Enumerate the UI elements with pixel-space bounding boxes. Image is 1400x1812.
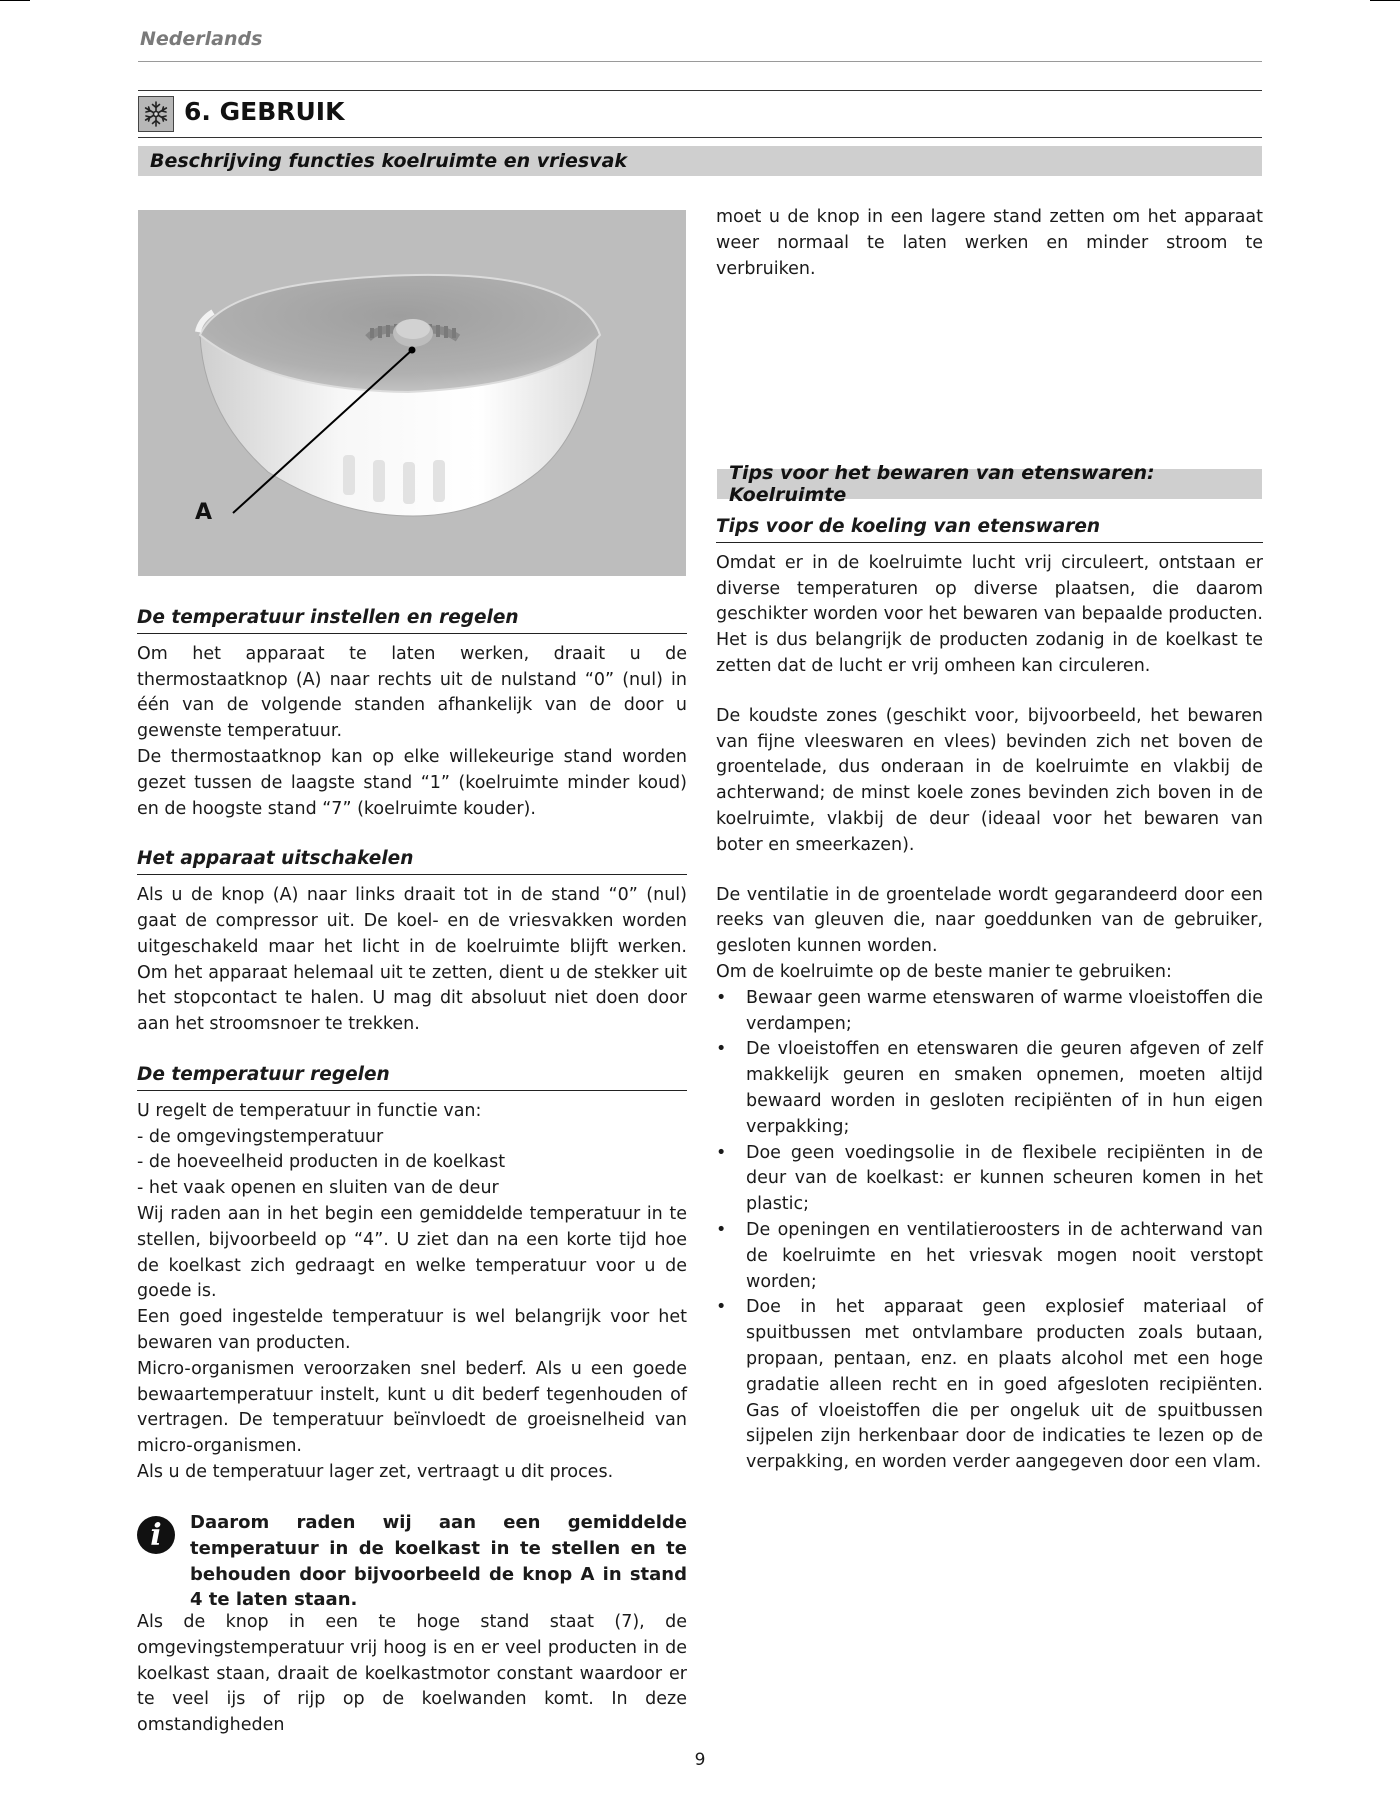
- heading-temp-regulate: De temperatuur regelen: [137, 1062, 687, 1091]
- paragraph: Als de knop in een te hoge stand staat (7), de omgevingstemperatuur vrij hoog is en er veel producten in de koelkast staan, draait de koelkastmotor constant waardoor er te veel ijs of rijp op de koelwanden komt. In deze omstandigheden: [137, 1612, 687, 1736]
- info-note-text: Daarom raden wij aan een gemiddelde temperatuur in de koelkast in te stellen en te behouden door bijvoorbeeld de knop A in stand 4 te laten staan.: [190, 1512, 687, 1611]
- section-title: 6. GEBRUIK: [184, 97, 345, 126]
- paragraph: Micro-organismen veroorzaken snel bederf. Als u een goede bewaartemperatuur instelt, kunt u dit bederf tegenhouden of vertragen. De temperatuur beïnvloedt de groeisnelheid van micro-organismen.: [137, 1358, 687, 1457]
- list-item: - de omgevingstemperatuur: [137, 1126, 384, 1147]
- info-note: [137, 1510, 687, 1613]
- paragraph: Wij raden aan in het begin een gemiddelde temperatuur in te stellen, bijvoorbeeld op “4”. U ziet dan na een korte tijd hoe de koelkast zich gedraagt en welke temperatuur voor u de goede is.: [137, 1203, 687, 1302]
- paragraph: De ventilatie in de groentelade wordt gegarandeerd door een reeks van gleuven die, naar goeddunken van de gebruiker, gesloten kunnen worden.: [716, 884, 1263, 957]
- language-label: Nederlands: [140, 28, 263, 50]
- list-item: • Doe in het apparaat geen explosief materiaal of spuitbussen met ontvlambare producten zoals butaan, propaan, pentaan, enz. en plaats alcohol met een hoge gradatie alleen recht en in goed afgesloten recipiënten. Gas of vloeistoffen die per ongeluk uit de spuitbussen sijpelen zijn herkenbaar door de indicaties te lezen op de verpakking, en worden verder aangegeven door een vlam.: [716, 1295, 1263, 1476]
- subsection-bar-storage-tips: Tips voor het bewaren van etenswaren: Koelruimte: [717, 469, 1262, 499]
- paragraph: Als u de knop (A) naar links draait tot in de stand “0” (nul) gaat de compressor uit. De koel- en de vriesvakken worden uitgeschakeld maar het licht in de koelruimte blijft werken. Om het apparaat helemaal uit te zetten, dient u de stekker uit het stopcontact te halen. U mag dit absoluut niet doen door aan het stroomsnoer te trekken.: [137, 885, 687, 1035]
- left-column-end: [137, 1610, 687, 1739]
- thermostat-illustration: [138, 210, 686, 576]
- paragraph: Om de koelruimte op de beste manier te gebruiken:: [716, 961, 1172, 982]
- paragraph: Omdat er in de koelruimte lucht vrij circuleert, ontstaan er diverse temperaturen op diverse plaatsen, die daarom geschikter worden voor het bewaren van bepaalde producten. Het is dus belangrijk de producten zodanig in de koelkast te zetten dat de lucht er vrij omheen kan circuleren.: [716, 552, 1263, 676]
- crop-mark-left: [0, 0, 30, 1]
- list-item: • De openingen en ventilatieroosters in de achterwand van de koelruimte en het vriesvak mogen nooit verstopt worden;: [716, 1218, 1263, 1295]
- subsection-bar-functions: Beschrijving functies koelruimte en vriesvak: [138, 146, 1262, 176]
- right-column-top: [716, 205, 1263, 282]
- heading-switch-off: Het apparaat uitschakelen: [137, 846, 687, 875]
- thermostat-figure: [138, 210, 686, 576]
- paragraph: U regelt de temperatuur in functie van:: [137, 1100, 482, 1121]
- figure-label-a: A: [195, 500, 213, 525]
- paragraph: moet u de knop in een lagere stand zetten om het apparaat weer normaal te laten werken en minder stroom te verbruiken.: [716, 207, 1263, 279]
- paragraph: De thermostaatknop kan op elke willekeurige stand worden gezet tussen de laagste stand “1” (koelruimte minder koud) en de hoogste stand “7” (koelruimte kouder).: [137, 746, 687, 819]
- crop-mark-right: [1370, 0, 1400, 1]
- heading-temp-set: De temperatuur instellen en regelen: [137, 605, 687, 634]
- right-column: [716, 514, 1263, 1476]
- list-item: - de hoeveelheid producten in de koelkast: [137, 1152, 506, 1173]
- list-item: - het vaak openen en sluiten van de deur: [137, 1178, 499, 1199]
- section-rule-bottom: [138, 137, 1262, 138]
- list-item: • Doe geen voedingsolie in de flexibele recipiënten in de deur van de koelkast: er kunnen scheuren komen in het plastic;: [716, 1141, 1263, 1218]
- snowflake-icon: [138, 96, 174, 132]
- list-item: • De vloeistoffen en etenswaren die geuren afgeven of zelf makkelijk geuren en smaken opnemen, moeten altijd bewaard worden in gesloten recipiënten of in hun eigen verpakking;: [716, 1037, 1263, 1140]
- header-rule: [138, 61, 1262, 62]
- info-icon: i: [137, 1516, 175, 1554]
- page-number: 9: [694, 1750, 706, 1770]
- paragraph: De koudste zones (geschikt voor, bijvoorbeeld, het bewaren van fijne vleeswaren en vlees) bevinden zich net boven de groentelade, dus onderaan in de koelruimte en vlakbij de achterwand; de minst koele zones bevinden zich boven in de koelruimte, vlakbij de deur (ideaal voor het bewaren van boter en smeerkazen).: [716, 705, 1263, 855]
- bullet-list: [716, 986, 1263, 1476]
- left-column: [137, 605, 687, 1486]
- paragraph: Als u de temperatuur lager zet, vertraagt u dit proces.: [137, 1461, 614, 1482]
- heading-cooling-tips: Tips voor de koeling van etenswaren: [716, 514, 1263, 543]
- paragraph: Om het apparaat te laten werken, draait u de thermostaatknop (A) naar rechts uit de nulstand “0” (nul) in één van de volgende standen afhankelijk van de door u gewenste temperatuur.: [137, 643, 687, 742]
- section-rule-top: [138, 90, 1262, 91]
- list-item: • Bewaar geen warme etenswaren of warme vloeistoffen die verdampen;: [716, 986, 1263, 1038]
- paragraph: Een goed ingestelde temperatuur is wel belangrijk voor het bewaren van producten.: [137, 1307, 687, 1353]
